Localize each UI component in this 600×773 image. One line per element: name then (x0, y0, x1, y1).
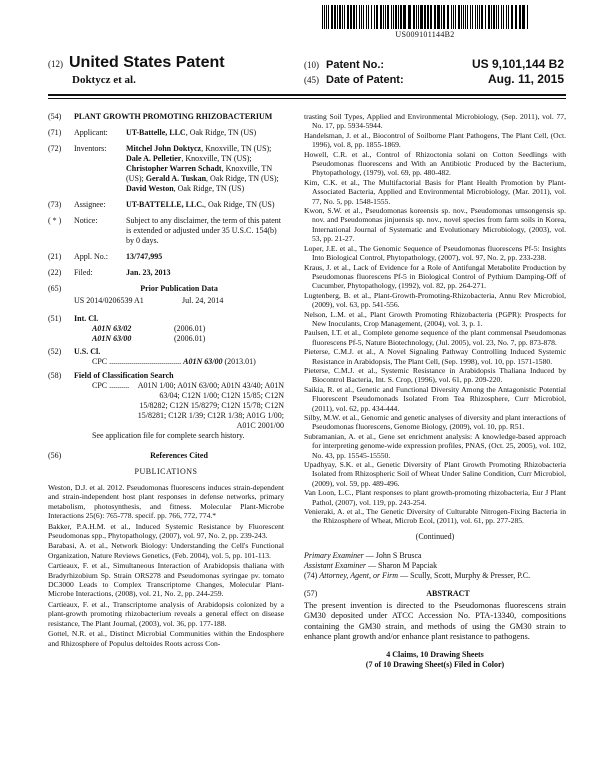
reference-entry: Subramanian, A. et al., Gene set enrichment analysis: A knowledge-based approach for interpreting genome-wide expression profiles, PNAS, (Oct. 25, 2005), vol. 102, No. 43, pp. 15545-15550. (304, 431, 566, 460)
right-references-list (304, 112, 566, 526)
barcode-bar (385, 5, 386, 29)
notice-field (48, 216, 284, 246)
reference-entry: Saikia, R. et al., Genetic and Functional Diversity Among the Antagonistic Potential Fluorescent Pseudomonads Isolated From Tea Rhizosphere, Curr Microbiol, (2011), vol. 62, pp. 434-444. (304, 384, 566, 413)
abstract-title: ABSTRACT (426, 589, 470, 599)
header-left (48, 54, 225, 86)
barcode-bar (498, 5, 499, 29)
int-cl-code: A01N 63/00 (92, 334, 132, 343)
barcode-bar (366, 5, 367, 29)
header-divider-thin (48, 98, 566, 99)
reference-entry: Lugtenberg, B. et al., Plant-Growth-Promoting-Rhizobacteria, Annu Rev Microbiol, (2009), vol. 63, pp. 541-556. (304, 290, 566, 310)
barcode-bar (434, 5, 436, 29)
field-code: (21) (48, 252, 62, 261)
inventor-location: , Oak Ridge, TN (US) (173, 184, 245, 193)
barcode-bar (413, 5, 415, 29)
barcode-bar (527, 5, 528, 29)
barcode-bar (465, 5, 466, 29)
reference-entry: Bakker, P.A.H.M. et al., Induced Systemic Resistance by Fluorescent Pseudomonas spp., Phytopathology, (2007), vol. 97, No. 2, pp. 239-243. (48, 521, 284, 541)
search-field (48, 371, 284, 381)
barcode-bar (328, 5, 329, 29)
primary-examiner-name: — John S Brusca (363, 551, 422, 561)
inventor-location: , Knoxville, TN (US); (181, 154, 252, 163)
field-code: (52) (48, 347, 62, 356)
barcode-bar (391, 5, 392, 29)
barcode-bar (511, 5, 513, 29)
barcode-bar (519, 5, 521, 29)
barcode-bar (475, 5, 476, 29)
barcode-bar (334, 5, 336, 29)
search-history-note: See application file for complete search history. (92, 431, 245, 440)
barcode-bar (342, 5, 343, 29)
notice-text: Subject to any disclaimer, the term of this patent is extended or adjusted under 35 U.S.C. 154(b) by 0 days. (126, 216, 281, 245)
inventor-name: Mitchel John Doktycz (126, 144, 202, 153)
barcode-bar (458, 5, 460, 29)
barcode-bar (359, 5, 360, 29)
int-cl-code: A01N 63/02 (92, 324, 132, 333)
inventor-name: Dale A. Pelletier (126, 154, 182, 163)
prior-pub-date: Jul. 24, 2014 (182, 296, 224, 305)
barcode-bar (522, 5, 525, 29)
barcode-bar (472, 5, 473, 29)
barcode-bar (331, 5, 333, 29)
inventor-name: Christopher Warren Schadt (126, 164, 222, 173)
attorney-code: (74) (304, 571, 320, 581)
barcode-bar (368, 5, 369, 29)
field-code: (71) (48, 128, 62, 137)
drawing-sheets-note: (7 of 10 Drawing Sheet(s) Filed in Color) (365, 660, 505, 670)
barcode-bar (398, 5, 399, 29)
barcode-bar (496, 5, 497, 29)
inventor-location: , Oak Ridge, TN (US); (206, 174, 279, 183)
inventor-location: , Knoxville, TN (US); (126, 164, 273, 183)
barcode-bar (437, 5, 440, 29)
applicant-field (48, 128, 284, 138)
us-cl-field (48, 347, 284, 357)
barcode-bar (353, 5, 355, 29)
barcode-bar (420, 5, 423, 29)
patent-title-heading: United States Patent (69, 54, 225, 71)
barcode-bar (344, 5, 345, 29)
references-field (48, 451, 284, 461)
barcode-bar (418, 5, 419, 29)
barcode-bar (393, 5, 394, 29)
search-cpc-row (48, 381, 284, 431)
barcode-bar (374, 5, 375, 29)
inventor-name: Gerald A. Tuskan (145, 174, 207, 183)
field-label: Notice: (74, 216, 98, 225)
attorney-label: Attorney, Agent, or Firm (319, 571, 399, 581)
barcode-bar (424, 5, 426, 29)
int-cl-field (48, 314, 284, 324)
reference-entry: Cartieaux, F. et al., Simultaneous Interaction of Arabidopsis thaliana with Bradyrhizobium Sp. Strain ORS278 and Pseudomonas syringae pv. tomato DC3000 Leads to Complex Transcriptome Changes, Molecular Plant-Microbe Interactions, (2008), vol. 21, No. 2, pp. 244-259. (48, 561, 284, 599)
field-code: (51) (48, 314, 62, 323)
reference-entry: Kraus, J. et al., Lack of Evidence for a Role of Antifungal Metabolite Production by Pseudomonas fluorescens Pf-5 in Biological Control of Pythium Damping-Off of Cucumber, Phytopathology, (1992), vol. 82, pp. 264-271. (304, 262, 566, 291)
int-cl-label: Int. Cl. (74, 314, 99, 323)
barcode-bar (451, 5, 452, 29)
references-title: References Cited (150, 451, 208, 460)
barcode-bar (515, 5, 517, 29)
barcode-bar (467, 5, 468, 29)
cpc-value: A01N 63/00 (183, 357, 223, 366)
reference-entry: trasting Soil Types, Applied and Environmental Microbiology, (Sep. 2011), vol. 77, No. 17, pp. 5934-5944. (304, 112, 566, 131)
reference-entry: Kwon, S.W. et al., Pseudomonas koreensis sp. nov., Pseudomonas umsongensis sp. nov. and Pseudomonas jinjuensis sp. nov., novel species from farm soils in Korea, International Journal of Systematic and Evolutionary Microbiology, (2003), vol. 53, pp. 21-27. (304, 206, 566, 244)
assignee-name: UT-BATTELLE, LLC. (126, 200, 205, 209)
barcode-bar (380, 5, 382, 29)
date-label: Date of Patent: (326, 74, 404, 86)
int-cl-year: (2006.01) (174, 334, 206, 343)
claims-count: 4 Claims, 10 Drawing Sheets (386, 650, 484, 660)
abstract-text: The present invention is directed to the Pseudomonas fluorescens strain GM30 deposited under ATCC Accession No. PTA-13340, compositions containing the GM30 strain, and methods of using the GM30 strain to enhance plant growth and/or enhance plant resistance to pathogens. (304, 600, 566, 641)
field-code: (72) (48, 144, 62, 153)
barcode-bar (479, 5, 480, 29)
right-column (304, 112, 566, 670)
cpc-row (48, 357, 284, 367)
assistant-examiner (304, 561, 566, 571)
prior-pub-title: Prior Publication Data (140, 284, 218, 293)
appl-no-field (48, 252, 284, 262)
invention-title: PLANT GROWTH PROMOTING RHIZOBACTERIUM (74, 112, 273, 121)
cpc-year: (2013.01) (222, 357, 256, 366)
barcode-bar (491, 5, 492, 29)
reference-entry: Van Loon, L.C., Plant responses to plant growth-promoting rhizobacteria, Eur J Plant Pathol, (2007), vol. 119, pp. 243-254. (304, 488, 566, 507)
barcode-bar (416, 5, 417, 29)
barcode-bar (403, 5, 406, 29)
barcode-bar (363, 5, 364, 29)
barcode-bar (356, 5, 357, 29)
publications-title: PUBLICATIONS (134, 467, 198, 476)
prior-pub-field (48, 284, 284, 294)
claims-summary (304, 650, 566, 670)
reference-entry: Howell, C.R. et al., Control of Rhizoctonia solani on Cotton Seedlings with Pseudomonas fluorescens and With an Antibiotic Produced by the Bacterium, Phytopathology, (1979), vol. 69, pp. 480-482. (304, 149, 566, 178)
inventor-location: , Knoxville, TN (US); (201, 144, 272, 153)
int-cl-row (48, 334, 284, 344)
assistant-examiner-label: Assistant Examiner (304, 561, 366, 571)
field-label: Appl. No.: (74, 252, 108, 261)
header-divider-thick (48, 94, 566, 96)
assignee-location: , Oak Ridge, TN (US) (204, 200, 275, 209)
header-right (304, 57, 564, 87)
filed-field (48, 268, 284, 278)
continued-label: (Continued) (415, 531, 455, 541)
barcode-bar (501, 5, 502, 29)
field-label: Filed: (74, 268, 93, 277)
barcode-bar (387, 5, 389, 29)
barcode-bar (493, 5, 495, 29)
barcode-bar (371, 5, 372, 29)
int-cl-year: (2006.01) (174, 324, 206, 333)
reference-entry: Silby, M.W. et al., Genomic and genetic analyses of diversity and plant interactions of Pseudomonas fluorescens, Genome Biology, (2009), vol. 10, pp. R51. (304, 413, 566, 432)
header-code: (12) (48, 59, 63, 69)
barcode-bar (324, 5, 325, 29)
date-code: (45) (304, 75, 319, 85)
appl-no-value: 13/747,995 (126, 252, 163, 261)
reference-entry: Venieraki, A. et al., The Genetic Diversity of Culturable Nitrogen-Fixing Bacteria in the Rhizosphere of Wheat, Microb Ecol, (2011), vol. 61, pp. 277-285. (304, 507, 566, 526)
applicant-name: UT-Battelle, LLC (126, 128, 186, 137)
left-references-list (48, 483, 284, 648)
inventors-value (126, 144, 284, 194)
barcode-bar (455, 5, 456, 29)
barcode-bar (441, 5, 442, 29)
reference-entry: Pieterse, C.M.J. et al., A Novel Signaling Pathway Controlling Induced Systemic Resistance in Arabidopsis, The Plant Cell, (Sep. 1998), vol. 10, pp. 1571-1580. (304, 347, 566, 366)
barcode-bar (508, 5, 509, 29)
barcode-bar (350, 5, 352, 29)
left-column (48, 112, 284, 649)
inventor-name: David Weston (126, 184, 174, 193)
reference-entry: Cartieaux, F. et al., Transcriptome analysis of Arabidopsis colonized by a plant-growth promoting rhizobacterium reveals a general effect on disease resistance, The Plant Journal, (2003), vol. 36, pp. 177-188. (48, 599, 284, 628)
us-cl-label: U.S. Cl. (74, 347, 101, 356)
reference-entry: Handelsman, J. et al., Biocontrol of Soilborne Plant Pathogens, The Plant Cell, (Oct. 1996), vol. 8, pp. 1855-1869. (304, 130, 566, 150)
barcode-bar (326, 5, 327, 29)
cpc-label: CPC (92, 357, 110, 366)
filed-date: Jan. 23, 2013 (126, 268, 171, 277)
primary-examiner (304, 551, 566, 561)
search-cpc-codes: A01N 1/00; A01N 63/00; A01N 43/40; A01N 63/04; C12N 1/00; C12N 15/85; C12N 15/8282; C12N 15/8279; C12N 15/78; C12N 15/8281; C12R 1/39; C12R 1/38; A01G 1/00; A01C 2001/00 (137, 381, 284, 430)
barcode-bar (485, 5, 486, 29)
barcode-image (322, 5, 528, 29)
barcode-bar (383, 5, 384, 29)
barcode-bar (470, 5, 471, 29)
assistant-examiner-name: — Sharon M Papciak (366, 561, 438, 571)
prior-pub-number: US 2014/0206539 A1 (74, 296, 144, 305)
prior-pub-row (48, 296, 284, 306)
barcode-bar (347, 5, 349, 29)
barcode-bar (503, 5, 504, 29)
abstract-heading (304, 589, 566, 598)
barcode-bar (506, 5, 507, 29)
applicant-location: , Oak Ridge, TN (US) (185, 128, 257, 137)
field-label: Inventors: (74, 144, 107, 153)
inventors-field (48, 144, 284, 194)
field-code: (22) (48, 268, 62, 277)
assignee-field (48, 200, 284, 210)
barcode-bar (461, 5, 462, 29)
barcode-bar (430, 5, 432, 29)
reference-entry: Barabasi, A. et al., Network Biology: Understanding the Cell's Functional Organization, Nature Reviews Genetics, (Feb. 2004), vol. 5, pp. 101-113. (48, 541, 284, 560)
barcode-bar (463, 5, 464, 29)
patent-no-code: (10) (304, 60, 319, 70)
applicant-value (126, 128, 284, 138)
assignee-value (126, 200, 284, 210)
patent-no-value: US 9,101,144 B2 (471, 57, 564, 71)
field-code: ( * ) (48, 216, 62, 225)
barcode-bar (339, 5, 341, 29)
inventor-short: Doktycz et al. (72, 74, 136, 86)
field-label: Assignee: (74, 200, 106, 209)
barcode-bar (408, 5, 411, 29)
reference-entry: Paulsen, I.T. et al., Complete genome sequence of the plant commensal Pseudomonas fluorescens Pf-5, Nature Biotechnology, (Jul. 2005), vol. 23, No. 7, pp. 873-878. (304, 328, 566, 347)
barcode-bar (427, 5, 429, 29)
reference-entry: Nelson, L.M. et al., Plant Growth Promoting Rhizobacteria (PGPR): Prospects for New Inoculants, Crop Management, (2004), vol. 3, p. 1. (304, 309, 566, 328)
cpc-dots: .................................... (109, 357, 182, 366)
field-code: (73) (48, 200, 62, 209)
barcode-bar (477, 5, 478, 29)
int-cl-row (48, 324, 284, 334)
barcode-number: US009101144B2 (395, 30, 455, 39)
barcode-bar (337, 5, 338, 29)
attorney-name: — Scully, Scott, Murphy & Presser, P.C. (398, 571, 531, 581)
field-label: Applicant: (74, 128, 108, 137)
reference-entry: Gottel, N.R. et al., Distinct Microbial Communities within the Endosphere and Rhizosphere of Populus deltoides Roots across Con- (48, 629, 284, 648)
barcode-bar (443, 5, 445, 29)
barcode-bar (376, 5, 378, 29)
field-code: (54) (48, 112, 62, 121)
barcode-bar (322, 5, 323, 29)
reference-entry: Loper, J.E. et al., The Genomic Sequence of Pseudomonas fluorescens Pf-5: Insights Into Biological Control, Phytopathology, (2007), vol. 97, No. 2, pp. 233-238. (304, 243, 566, 263)
patent-no-label: Patent No.: (326, 59, 385, 71)
reference-entry: Weston, D.J. et al. 2012. Pseudomonas fluorescens induces strain-dependent and strain-independent host plant responses in defense networks, primary metabolism, photosynthesis, and fitness. Molecular Plant-Microbe Interactions 25(6): 765-778. specif. pp. 766, 772, 774.* (48, 483, 284, 521)
barcode-bar (453, 5, 454, 29)
search-label: Field of Classification Search (74, 371, 174, 380)
barcode-bar (488, 5, 490, 29)
attorney (304, 571, 566, 581)
barcode-bar (447, 5, 449, 29)
field-code: (56) (48, 451, 62, 460)
reference-entry: Pieterse, C.M.J. et al., Systemic Resistance in Arabidopsis Thaliana Induced by Biocontrol Bacteria, Int. S. Crop, (1996), vol. 61, pp. 209-220. (304, 365, 566, 385)
barcode-bar (481, 5, 483, 29)
date-value: Aug. 11, 2015 (487, 72, 564, 86)
field-code: (58) (48, 371, 62, 380)
reference-entry: Kim, C.K. et al., The Multifactorial Basis for Plant Health Promotion by Plant-Associated Bacteria, Applied and Environmental Microbiology, (Mar. 2011), vol. 77, No. 5, pp. 1548-1555. (304, 177, 566, 206)
field-code: (65) (48, 284, 62, 293)
title-field (48, 112, 284, 122)
barcode-bar (361, 5, 362, 29)
barcode-bar (400, 5, 402, 29)
reference-entry: Upadhyay, S.K. et al., Genetic Diversity of Plant Growth Promoting Rhizobacteria Isolated from Rhizospheric Soil of Wheat Under Saline Condition, Curr Microbiol, (2009), vol. 59, pp. 489-496. (304, 460, 566, 488)
primary-examiner-label: Primary Examiner (304, 551, 364, 561)
search-cpc-label: CPC .......... (92, 381, 130, 390)
field-code: (57) (304, 589, 318, 599)
barcode-bar (395, 5, 397, 29)
